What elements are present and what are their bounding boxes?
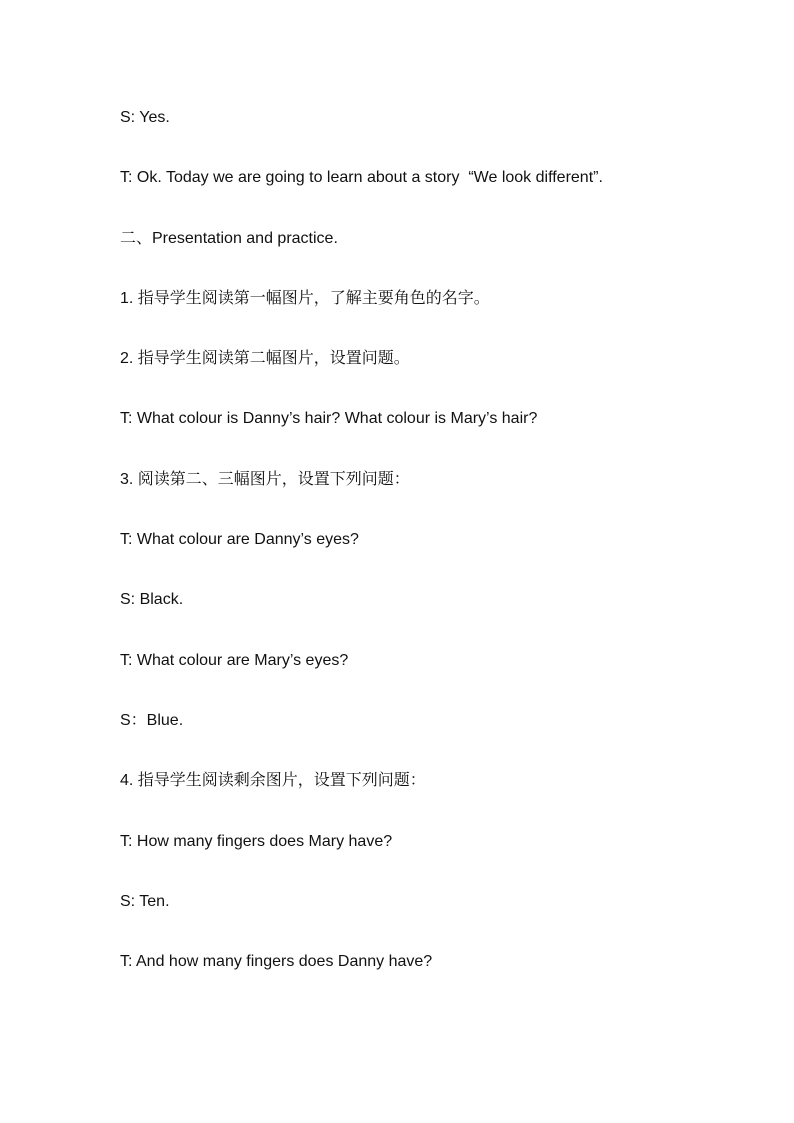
step-4: 4. 指导学生阅读剩余图片，设置下列问题： [120,772,426,790]
dialogue-line-teacher-hair: T: What colour is Danny’s hair? What colour is Mary’s hair? [120,410,538,428]
dialogue-line-teacher-intro: T: Ok. Today we are going to learn about a story “We look different”. [120,169,603,187]
dialogue-line-student-blue: S：Blue. [120,711,184,729]
step-2: 2. 指导学生阅读第二幅图片，设置问题。 [120,350,410,368]
dialogue-line-teacher-danny-eyes: T: What colour are Danny’s eyes? [120,531,359,549]
step-3: 3. 阅读第二、三幅图片，设置下列问题： [120,470,410,488]
dialogue-line-student-yes: S: Yes. [120,109,170,126]
dialogue-line-teacher-mary-eyes: T: What colour are Mary’s eyes? [120,651,349,669]
document-body [120,106,740,1010]
section-heading-presentation: 二、Presentation and practice. [120,229,338,247]
dialogue-line-student-black: S: Black. [120,591,184,609]
dialogue-line-teacher-danny-fingers: T: And how many fingers does Danny have? [120,953,433,971]
dialogue-line-student-ten: S: Ten. [120,892,170,910]
dialogue-line-teacher-mary-fingers: T: How many fingers does Mary have? [120,832,393,850]
step-1: 1. 指导学生阅读第一幅图片，了解主要角色的名字。 [120,289,490,307]
